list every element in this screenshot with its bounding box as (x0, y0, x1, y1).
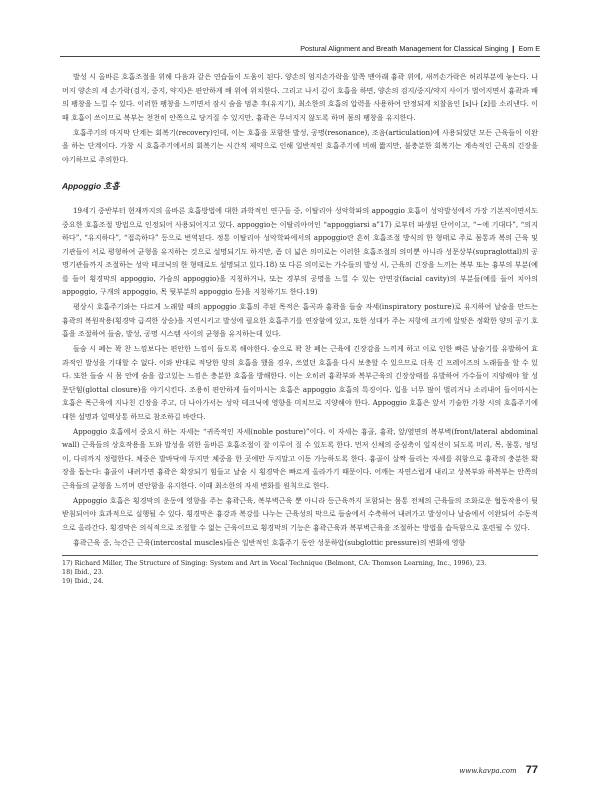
paragraph: 19세기 중반부터 현재까지의 올바른 호흡방법에 대한 과학적인 연구들 중, 이탈리아 성악학파의 appoggio 호흡이 성악발성에서 가장 기본적이면서도 중요한 호흡조절 방법으로 인정되어 사용되어지고 있다. appoggio는 이탈리아어인 “appoggiarsi a”17) 로부터 파생된 단어이고, “~에 기대다”, “의지하다”, “유지하다”, “접촉하다” 등으로 번역된다. 정통 이탈리아 성악학파에서의 appoggio란 흔히 호흡조절 방식의 한 형태로 주로 몸통과 복의 근육 및 기관들이 서로 평형하여 균형을 유지하는 것으로 설명되기도 하지만, 좀 더 넓은 의미로는 이러한 호흡조절의 의미뿐 아니라 성문상부(supraglottal)의 공명기관들까지 조절하는 성악 테크닉의 한 형태로도 설명되고 있다.18) 또 다른 의미로는 가수들의 발성 시, 근육의 긴장을 느끼는 복부 또는 흉부의 부분(예를 들어 횡경막의 appoggio, 가슴의 appoggio)을 지칭하거나, 또는 경부의 공명을 느낄 수 있는 안면강(facial cavity)의 부분들(예를 들어 치아의 appoggio, 구개의 appoggio, 목 뒷부분의 appoggio 등)을 지칭하기도 한다.19) (62, 206, 538, 296)
paragraph: 발성 시 올바른 호흡조절을 위해 다음과 같은 연습들이 도움이 된다. 양손의 엄지손가락을 앞쪽 맨아래 흉곽 위에, 새끼손가락은 허리부분에 놓는다. 나머지 양손의 세 손가락(검지, 중지, 약지)은 편안하게 배 위에 위치한다. 그리고 나서 깊이 호흡을 하면, 양손의 검지/중지/약지 사이가 벌어지면서 흉곽과 배의 팽창을 느낄 수 있다. 이러한 팽창을 느끼면서 잠시 숨을 멈춘 후(유지기), 최소한의 호흡의 압력을 사용하여 안정되게 치찰음인 [s]나 [z]를 소리낸다. 이 때 호흡이 쓰이므로 복부는 천천히 안쪽으로 당겨질 수 있지만, 흉곽은 무너지지 않도록 하며 몸의 팽창을 유지한다. (62, 72, 538, 122)
article-body (62, 70, 538, 587)
paragraph: 들숨 시 폐는 꽉 찬 느낌보다는 편안한 느낌이 들도록 해야한다. 숨으로 꽉 찬 폐는 근육에 긴장감을 느끼게 하고 이로 인한 빠른 날숨기를 유발하여 효과적인 발성을 기대할 수 없다. 이와 반대로 적당한 양의 호흡을 했을 경우, 쓰였던 호흡을 다시 보충할 수 있으므로 더욱 긴 프레이즈의 노래들을 할 수 있다. 또한 들숨 시 몸 안에 숨을 잡고있는 느낌은 충분한 호흡을 방해한다. 이는 오히려 흉곽부와 복부근육의 긴장상태를 유발하여 가수들이 지양해야 할 성문단힘(glottal closure)을 야기시킨다. 조용히 편안하게 들이마시는 호흡은 appoggio 호흡의 특징이다. 입을 너무 많이 벌리거나 소리내어 들이마시는 호흡은 목근육에 지나친 긴장을 주고, 더 나아가서는 성악 테크닉에 영향을 미치므로 지양해야 한다. Appoggio 호흡은 앞서 기술한 가창 시의 호흡주기에 대한 설명과 일맥상통 하므로 참조하길 바란다. (62, 344, 538, 421)
paragraph: 호흡주기의 마지막 단계는 회복기(recovery)인데, 이는 호흡을 포함한 발성, 공명(resonance), 조음(articulation)에 사용되었던 모든 근육들이 이완을 하는 단계이다. 가창 시 호흡주기에서의 회복기는 시간적 제약으로 인해 일반적인 호흡주기에 비해 짧지만, 불충분한 회복기는 계속적인 근육의 긴장을 야기하므로 주의한다. (62, 127, 538, 164)
site-url: www.kavpa.com (459, 767, 517, 775)
paragraph: 흉곽근육 중, 늑간근 근육(intercostal muscles)들은 일반적인 호흡주기 동안 성문하압(subglottic pressure)의 변화에 영향 (73, 537, 466, 547)
footnote-divider (62, 555, 538, 556)
paragraph: Appoggio 호흡에서 중요시 하는 자세는 “귀족적인 자세(noble posture)”이다. 이 자세는 흉골, 흉곽, 앞/옆면의 복부벽(front/lateral abdominal wall) 근육들의 상호작용을 도와 발성을 위한 올바른 호흡조절이 잘 이루어 질 수 있도록 한다. 먼저 신체의 중심축이 일직선이 되도록 머리, 목, 몸통, 엉덩이, 다리까지 정렬한다. 체중은 발바닥에 두지만 체중을 한 곳에만 두지말고 이동 가능하도록 한다. 흉골이 살짝 들리는 자세를 취함으로 흉곽의 충분한 확장을 돕는다: 흉골이 내려가면 흉곽은 확장되기 힘들고 날숨 시 횡경막은 빠르게 올라가기 때문이다. 어깨는 자연스럽게 내리고 상복부와 하복부는 안쪽의 근육들의 균형을 느끼며 편안함을 유지한다. 이때 최소한의 자세 변화를 원칙으로 한다. (62, 426, 538, 490)
page-number: 77 (525, 764, 538, 776)
section-heading: Appoggio 호흡 (62, 181, 120, 191)
paragraph: 평상시 호흡주기와는 다르게 노래할 때의 appoggio 호흡의 주된 목적은 흡곡과 흉곽을 들숨 자세(inspiratory posture)로 유지하여 날숨을 만드는 흉곽의 복원작용(횡경막 급격한 상승)을 지연시키고 발성에 필요한 호흡주기를 연장함에 있고, 또한 성대가 주는 저항에 크기에 알맞은 정확한 양의 공기 호흡을 조절하여 들숨, 발성, 공명 시스템 사이의 균형을 유지하는데 있다. (62, 302, 538, 338)
footnotes (62, 559, 538, 587)
footnote: 18) Ibid., 23. (62, 568, 104, 577)
page-footer (62, 758, 538, 777)
footnote: 17) Richard Miller, The Structure of Singing: System and Art in Vocal Technique (Belmont, CA: Thomson Learning, Inc., 1996), 23. (62, 559, 487, 567)
paragraph: Appoggio 호흡은 횡경막의 운동에 영향을 주는 흉곽근육, 복부벽근육 뿐 아니라 등근육까지 포함되는 몸통 전체의 근육들의 조화로운 협동작용이 뒷받침되어야 효과적으로 실행될 수 있다. 횡경막은 흉강과 복강를 나누는 근육성의 막으로 들숨에서 수축하여 내려가고 발성이나 날숨에서 이완되어 수동적으로 올라간다. 횡경막은 의식적으로 조절할 수 없는 근육이므로 횡경막의 기능은 흉곽근육과 복부벽근육을 조절하는 방법을 습득함으로 훈련될 수 있다. (62, 495, 538, 532)
running-header: Postural Alignment and Breath Management for Classical Singing ❙ Eom E (60, 44, 540, 57)
footnote: 19) Ibid., 24. (62, 577, 104, 586)
